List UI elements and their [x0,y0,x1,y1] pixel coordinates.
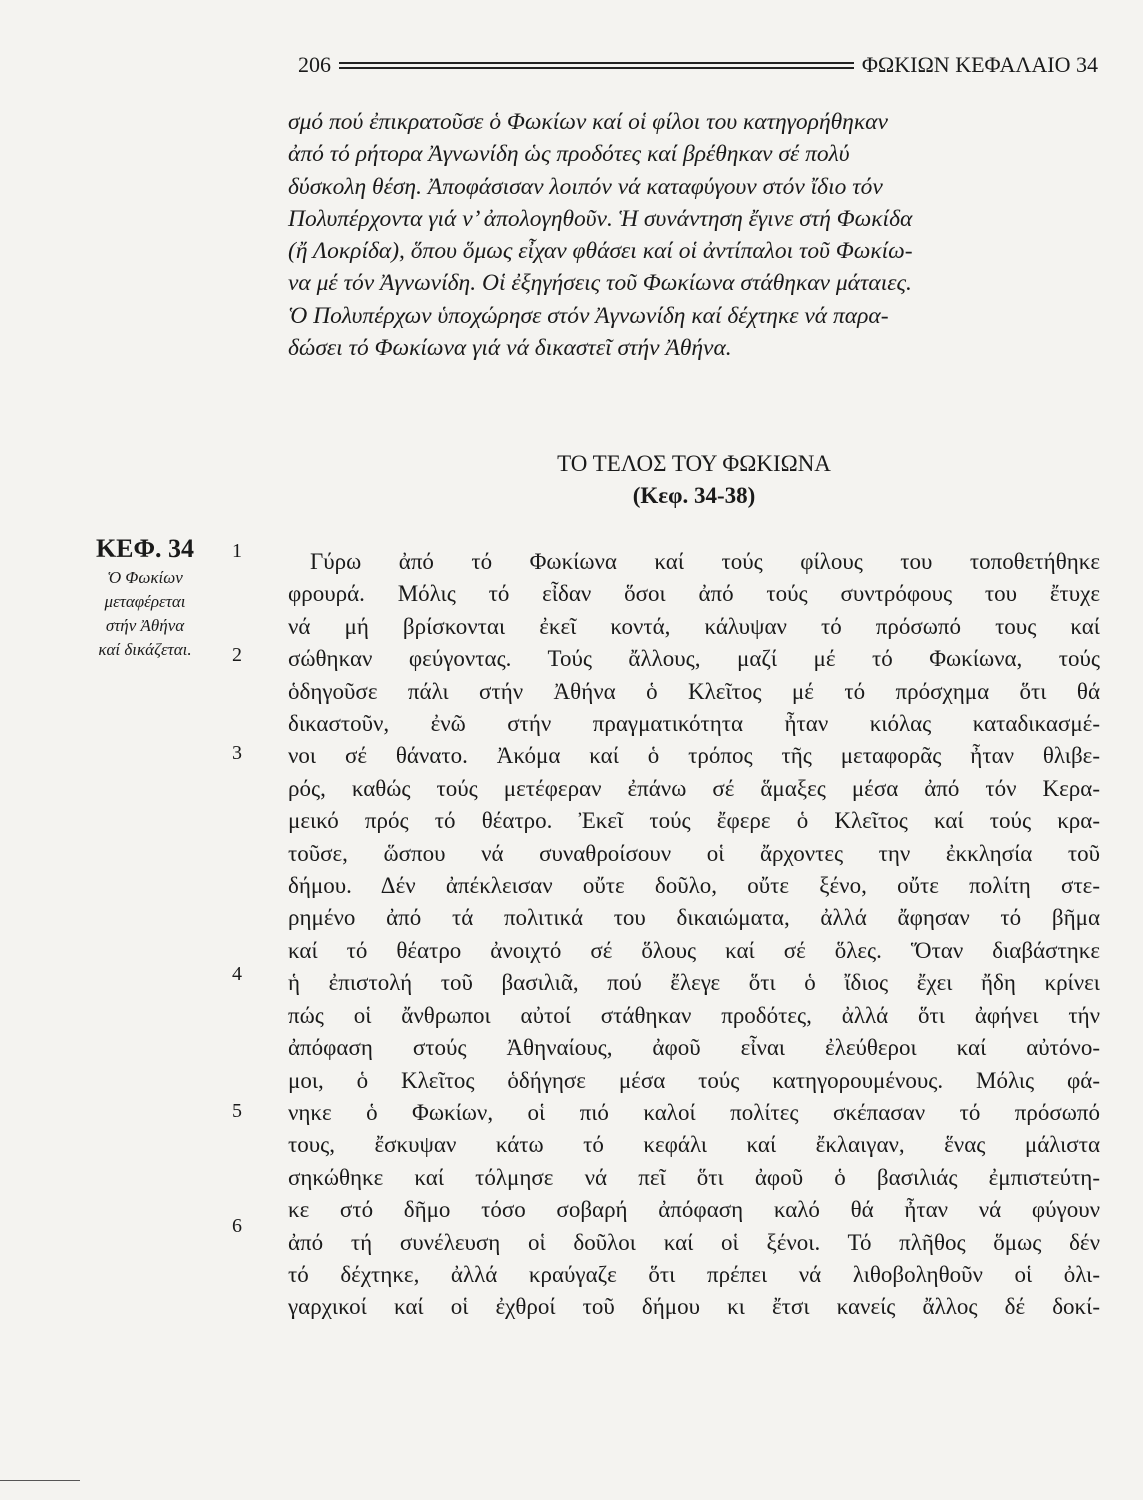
body-line: κε στό δῆμο τόσο σοβαρή ἀπόφαση καλό θά ἦταν νά φύγουν [288,1197,1100,1223]
body-line: δήμου. Δέν ἀπέκλεισαν οὔτε δοῦλο, οὔτε ξένο, οὔτε πολίτη στε- [288,873,1100,899]
body-line: πώς οἱ ἄνθρωποι αὐτοί στάθηκαν προδότες, ἀλλά ὅτι ἀφήνει τήν [288,1002,1100,1028]
intro-summary [288,106,1100,364]
section-subtitle: (Κεφ. 34-38) [632,483,756,508]
section-title-block [288,448,1100,512]
body-line: τοῦσε, ὥσπου νά συναθροίσουν οἱ ἄρχοντες την ἐκκλησία τοῦ [288,840,1100,866]
paragraph-number: 1 [232,540,242,562]
body-line: ρημένο ἀπό τά πολιτικά του δικαιώματα, ἀλλά ἄφησαν τό βῆμα [288,905,1100,931]
body-line: μοι, ὁ Κλεῖτος ὁδήγησε μέσα τούς κατηγορουμένους. Μόλις φά- [288,1067,1100,1093]
margin-note-line: καί δικάζεται. [98,640,192,659]
running-header [298,48,1098,82]
body-line: γαρχικοί καί οἱ ἐχθροί τοῦ δήμου κι ἔτσι κανείς ἄλλος δέ δοκί- [288,1294,1100,1320]
intro-line: (ἤ Λοκρίδα), ὅπου ὅμως εἶχαν φθάσει καί οἱ ἀντίπαλοι τοῦ Φωκίω- [288,238,913,265]
intro-line: δύσκολη θέση. Ἀποφάσισαν λοιπόν νά καταφύγουν στόν ἴδιο τόν [288,173,883,200]
intro-line: Ὁ Πολυπέρχων ὑποχώρησε στόν Ἀγνωνίδη καί δέχτηκε νά παρα- [288,302,889,329]
body-line: ρός, καθώς τούς μετέφεραν ἐπάνω σέ ἅμαξες μέσα ἀπό τόν Κερα- [288,775,1100,801]
body-line: ὁδηγοῦσε πάλι στήν Ἀθήνα ὁ Κλεῖτος μέ τό πρόσχημα ὅτι θά [288,678,1100,704]
margin-note-line: Ὁ Φωκίων [107,568,183,587]
body-line: σώθηκαν φεύγοντας. Τούς ἄλλους, μαζί μέ τό Φωκίωνα, τούς [288,646,1100,672]
margin-note-line: στήν Ἀθήνα [105,616,185,635]
section-title: ΤΟ ΤΕΛΟΣ ΤΟΥ ΦΩΚΙΩΝΑ [557,451,831,476]
running-title: ΦΩΚΙΩΝ ΚΕΦΑΛΑΙΟ 34 [861,52,1098,77]
chapter-body-text [288,546,1100,1324]
body-line: φρουρά. Μόλις τό εἶδαν ὅσοι ἀπό τούς συντρόφους του ἔτυχε [288,581,1100,607]
paragraph-number: 3 [232,742,242,764]
intro-line: σμό πού ἐπικρατοῦσε ὁ Φωκίων καί οἱ φίλοι του κατηγορήθηκαν [288,109,888,135]
body-line: μεικό πρός τό θέατρο. Ἐκεῖ τούς ἔφερε ὁ Κλεῖτος καί τούς κρα- [288,808,1100,834]
paragraph-number: 6 [232,1215,242,1237]
chapter-margin-heading: ΚΕΦ. 34 [95,534,195,563]
body-line: νηκε ὁ Φωκίων, οἱ πιό καλοί πολίτες σκέπασαν τό πρόσωπό [288,1099,1100,1125]
body-line: ἀπό τή συνέλευση οἱ δοῦλοι καί οἱ ξένοι. Τό πλῆθος ὅμως δέν [288,1229,1100,1255]
body-line: νοι σέ θάνατο. Ἀκόμα καί ὁ τρόπος τῆς μεταφορᾶς ἦταν θλιβε- [288,743,1100,769]
body-line: δικαστοῦν, ἐνῶ στήν πραγματικότητα ἦταν κιόλας καταδικασμέ- [288,711,1100,737]
intro-line: να μέ τόν Ἀγνωνίδη. Οἱ ἐξηγήσεις τοῦ Φωκίωνα στάθηκαν μάταιες. [288,270,912,297]
margin-note-line: μεταφέρεται [104,592,186,611]
paragraph-number: 2 [232,644,242,666]
body-line: τό δέχτηκε, ἀλλά κραύγαζε ὅτι πρέπει νά λιθοβοληθοῦν οἱ ὀλι- [288,1261,1100,1287]
intro-line: δώσει τό Φωκίωνα γιά νά δικαστεῖ στήν Ἀθήνα. [288,335,732,362]
body-line: ἡ ἐπιστολή τοῦ βασιλιᾶ, πού ἔλεγε ὅτι ὁ ἴδιος ἔχει ἤδη κρίνει [288,970,1100,996]
body-line: Γύρω ἀπό τό Φωκίωνα καί τούς φίλους του τοποθετήθηκε [310,549,1100,574]
intro-line: Πολυπέρχοντα γιά ν’ ἀπολογηθοῦν. Ἡ συνάντηση ἔγινε στή Φωκίδα [288,205,913,232]
body-line: νά μή βρίσκονται ἐκεῖ κοντά, κάλυψαν τό πρόσωπό τους καί [288,613,1100,639]
chapter-margin-note [70,566,220,662]
body-line: ἀπόφαση στούς Ἀθηναίους, ἀφοῦ εἶναι ἐλεύθεροι καί αὐτόνο- [288,1035,1100,1061]
body-line: καί τό θέατρο ἀνοιχτό σέ ὅλους καί σέ ὅλες. Ὅταν διαβάστηκε [288,937,1100,963]
page-edge-rule [0,1480,80,1481]
header-double-rule [339,62,854,69]
body-line: τους, ἔσκυψαν κάτω τό κεφάλι καί ἔκλαιγαν, ἕνας μάλιστα [288,1132,1100,1158]
paragraph-number: 4 [232,963,242,985]
body-line: σηκώθηκε καί τόλμησε νά πεῖ ὅτι ἀφοῦ ὁ βασιλιάς ἐμπιστεύτη- [288,1164,1100,1190]
intro-line: ἀπό τό ρήτορα Ἀγνωνίδη ὡς προδότες καί βρέθηκαν σέ πολύ [288,141,850,168]
paragraph-number: 5 [232,1100,242,1122]
page-number: 206 [298,52,331,77]
